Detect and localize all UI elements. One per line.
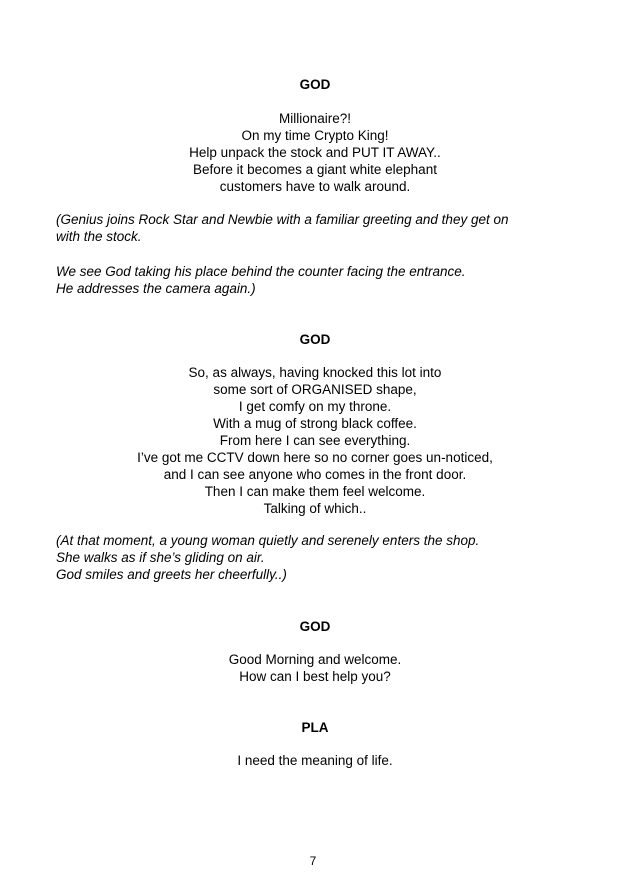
direction-line: We see God taking his place behind the counter facing the entrance. xyxy=(56,264,466,279)
speaker-name: PLA xyxy=(301,720,329,735)
dialogue-line: So, as always, having knocked this lot into xyxy=(188,365,442,380)
direction-line: with the stock. xyxy=(56,229,142,244)
dialogue xyxy=(0,364,618,517)
direction-line: (At that moment, a young woman quietly and serenely enters the shop. xyxy=(56,533,480,548)
direction-line: She walks as if she’s gliding on air. xyxy=(56,550,265,565)
dialogue-line: I get comfy on my throne. xyxy=(238,399,392,414)
dialogue-line: From here I can see everything. xyxy=(219,433,411,448)
dialogue xyxy=(0,651,618,685)
dialogue-line: Millionaire?! xyxy=(278,111,352,126)
dialogue-line: With a mug of strong black coffee. xyxy=(213,416,417,431)
direction-line: God smiles and greets her cheerfully..) xyxy=(56,567,287,582)
dialogue-line: Before it becomes a giant white elephant xyxy=(193,162,437,177)
direction-line: He addresses the camera again.) xyxy=(56,281,256,296)
dialogue-line: I’ve got me CCTV down here so no corner goes un-noticed, xyxy=(137,450,493,465)
dialogue-line: I need the meaning of life. xyxy=(237,753,393,768)
dialogue-line: some sort of ORGANISED shape, xyxy=(213,382,417,397)
speaker-name: GOD xyxy=(299,77,331,92)
stage-direction xyxy=(56,211,576,245)
direction-line: (Genius joins Rock Star and Newbie with a familiar greeting and they get on xyxy=(56,212,509,227)
dialogue xyxy=(0,752,618,769)
dialogue-line: On my time Crypto King! xyxy=(241,128,389,143)
stage-direction xyxy=(56,532,576,583)
dialogue xyxy=(0,110,618,195)
speaker-name: GOD xyxy=(299,619,331,634)
dialogue-line: Help unpack the stock and PUT IT AWAY.. xyxy=(189,145,441,160)
dialogue-line: Then I can make them feel welcome. xyxy=(204,484,426,499)
dialogue-line: and I can see anyone who comes in the front door. xyxy=(163,467,467,482)
stage-direction xyxy=(56,263,576,297)
speaker-name: GOD xyxy=(299,332,331,347)
dialogue-line: Talking of which.. xyxy=(263,501,367,516)
dialogue-line: Good Morning and welcome. xyxy=(228,652,402,667)
dialogue-line: How can I best help you? xyxy=(239,669,391,684)
page-number: 7 xyxy=(309,854,317,868)
dialogue-line: customers have to walk around. xyxy=(219,179,411,194)
